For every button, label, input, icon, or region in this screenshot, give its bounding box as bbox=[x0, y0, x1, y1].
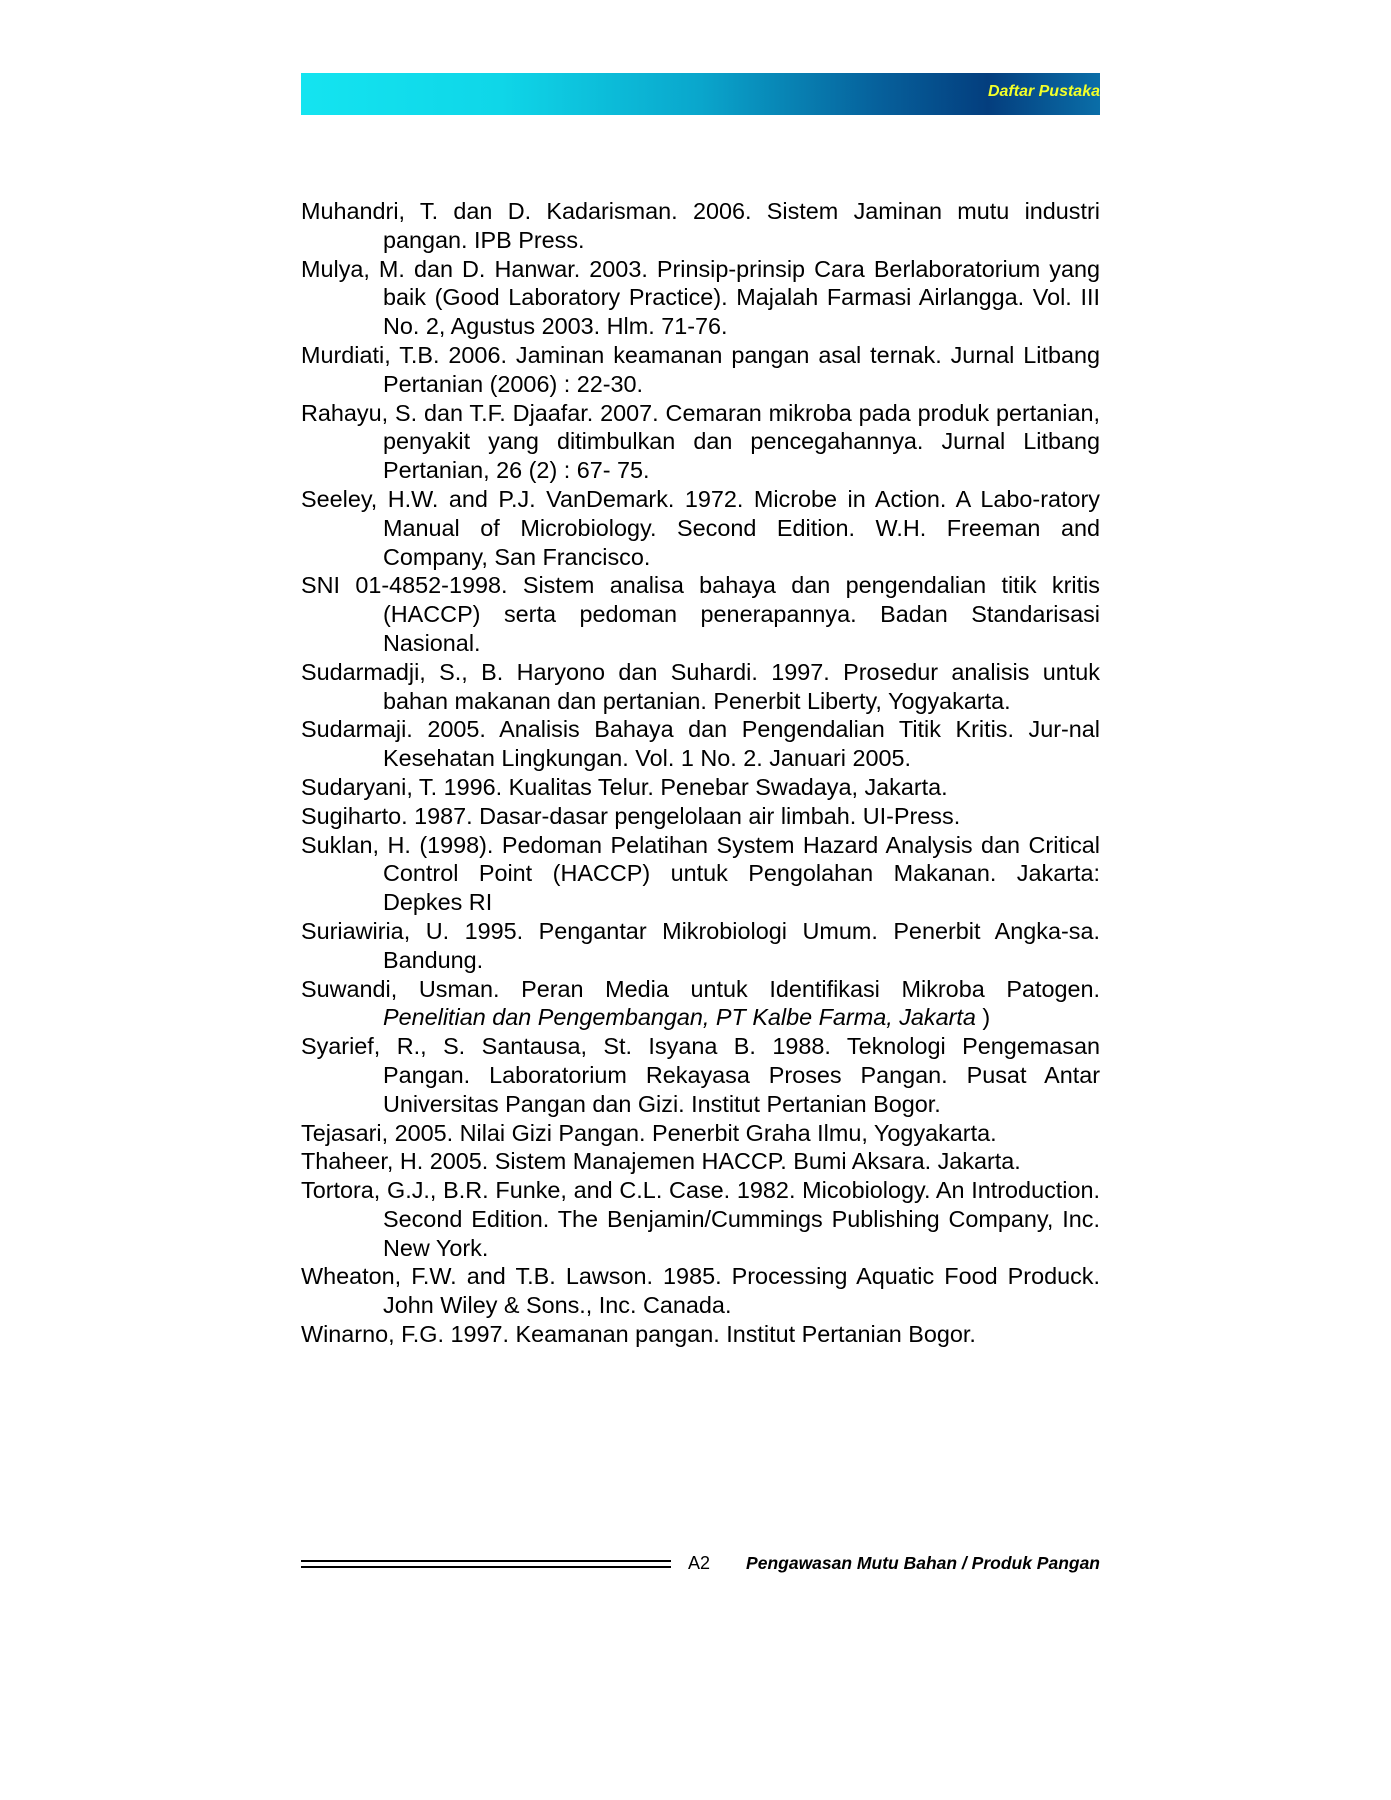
reference-item: Tortora, G.J., B.R. Funke, and C.L. Case. 1982. Micobiology. An Introduction. Second Edition. The Benjamin/Cummings Publishing Company, Inc. New York. bbox=[301, 1177, 1100, 1261]
page-footer bbox=[301, 1550, 1100, 1580]
reference-text: Suwandi, Usman. Peran Media untuk Identifikasi Mikroba Patogen. bbox=[301, 975, 1100, 1002]
reference-item: SNI 01-4852-1998. Sistem analisa bahaya dan pengendalian titik kritis (HACCP) serta pedoman penerapannya. Badan Standarisasi Nasional. bbox=[301, 572, 1100, 656]
reference-item: Murdiati, T.B. 2006. Jaminan keamanan pangan asal ternak. Jurnal Litbang Pertanian (2006) : 22-30. bbox=[301, 341, 1100, 397]
page-number: A2 bbox=[688, 1553, 711, 1573]
reference-tail: ) bbox=[975, 1004, 991, 1031]
reference-item: Syarief, R., S. Santausa, St. Isyana B. 1988. Teknologi Pengemasan Pangan. Laboratorium Rekayasa Proses Pangan. Pusat Antar Universitas Pangan dan Gizi. Institut Pertanian Bogor. bbox=[301, 1033, 1100, 1117]
reference-item: Thaheer, H. 2005. Sistem Manajemen HACCP. Bumi Aksara. Jakarta. bbox=[301, 1148, 1021, 1175]
reference-item: Sudarmaji. 2005. Analisis Bahaya dan Pengendalian Titik Kritis. Jur-nal Kesehatan Lingkungan. Vol. 1 No. 2. Januari 2005. bbox=[301, 716, 1100, 772]
section-title: Daftar Pustaka bbox=[987, 83, 1100, 100]
reference-item bbox=[301, 975, 1100, 1033]
header-band bbox=[301, 73, 1100, 115]
reference-list bbox=[301, 197, 1100, 1349]
reference-item: Winarno, F.G. 1997. Keamanan pangan. Institut Pertanian Bogor. bbox=[301, 1321, 976, 1348]
reference-italic-text: Penelitian dan Pengembangan, PT Kalbe Farma, Jakarta bbox=[383, 1004, 976, 1031]
reference-item: Sugiharto. 1987. Dasar-dasar pengelolaan air limbah. UI-Press. bbox=[301, 802, 961, 829]
reference-item: Mulya, M. dan D. Hanwar. 2003. Prinsip-prinsip Cara Berlaboratorium yang baik (Good Laboratory Practice). Majalah Farmasi Airlangga. Vol. III No. 2, Agustus 2003. Hlm. 71-76. bbox=[301, 255, 1100, 340]
reference-item: Wheaton, F.W. and T.B. Lawson. 1985. Processing Aquatic Food Produck. John Wiley & Sons., Inc. Canada. bbox=[301, 1263, 1100, 1319]
reference-item: Suriawiria, U. 1995. Pengantar Mikrobiologi Umum. Penerbit Angka-sa. Bandung. bbox=[301, 917, 1100, 973]
reference-item: Rahayu, S. dan T.F. Djaafar. 2007. Cemaran mikroba pada produk pertanian, penyakit yang ditimbulkan dan pencegahannya. Jurnal Litbang Pertanian, 26 (2) : 67- 75. bbox=[301, 399, 1100, 484]
footer-title: Pengawasan Mutu Bahan / Produk Pangan bbox=[746, 1553, 1100, 1573]
reference-item: Suklan, H. (1998). Pedoman Pelatihan System Hazard Analysis dan Critical Control Point (HACCP) untuk Pengolahan Makanan. Jakarta: Depkes RI bbox=[301, 831, 1100, 916]
reference-item: Tejasari, 2005. Nilai Gizi Pangan. Penerbit Graha Ilmu, Yogyakarta. bbox=[301, 1119, 997, 1146]
reference-item: Sudaryani, T. 1996. Kualitas Telur. Penebar Swadaya, Jakarta. bbox=[301, 773, 948, 800]
reference-item: Sudarmadji, S., B. Haryono dan Suhardi. 1997. Prosedur analisis untuk bahan makanan dan pertanian. Penerbit Liberty, Yogyakarta. bbox=[301, 658, 1100, 714]
reference-item: Seeley, H.W. and P.J. VanDemark. 1972. Microbe in Action. A Labo-ratory Manual of Microbiology. Second Edition. W.H. Freeman and Company, San Francisco. bbox=[301, 485, 1100, 570]
reference-item: Muhandri, T. dan D. Kadarisman. 2006. Sistem Jaminan mutu industri pangan. IPB Press. bbox=[301, 198, 1100, 253]
footer-double-rule bbox=[301, 1560, 671, 1568]
